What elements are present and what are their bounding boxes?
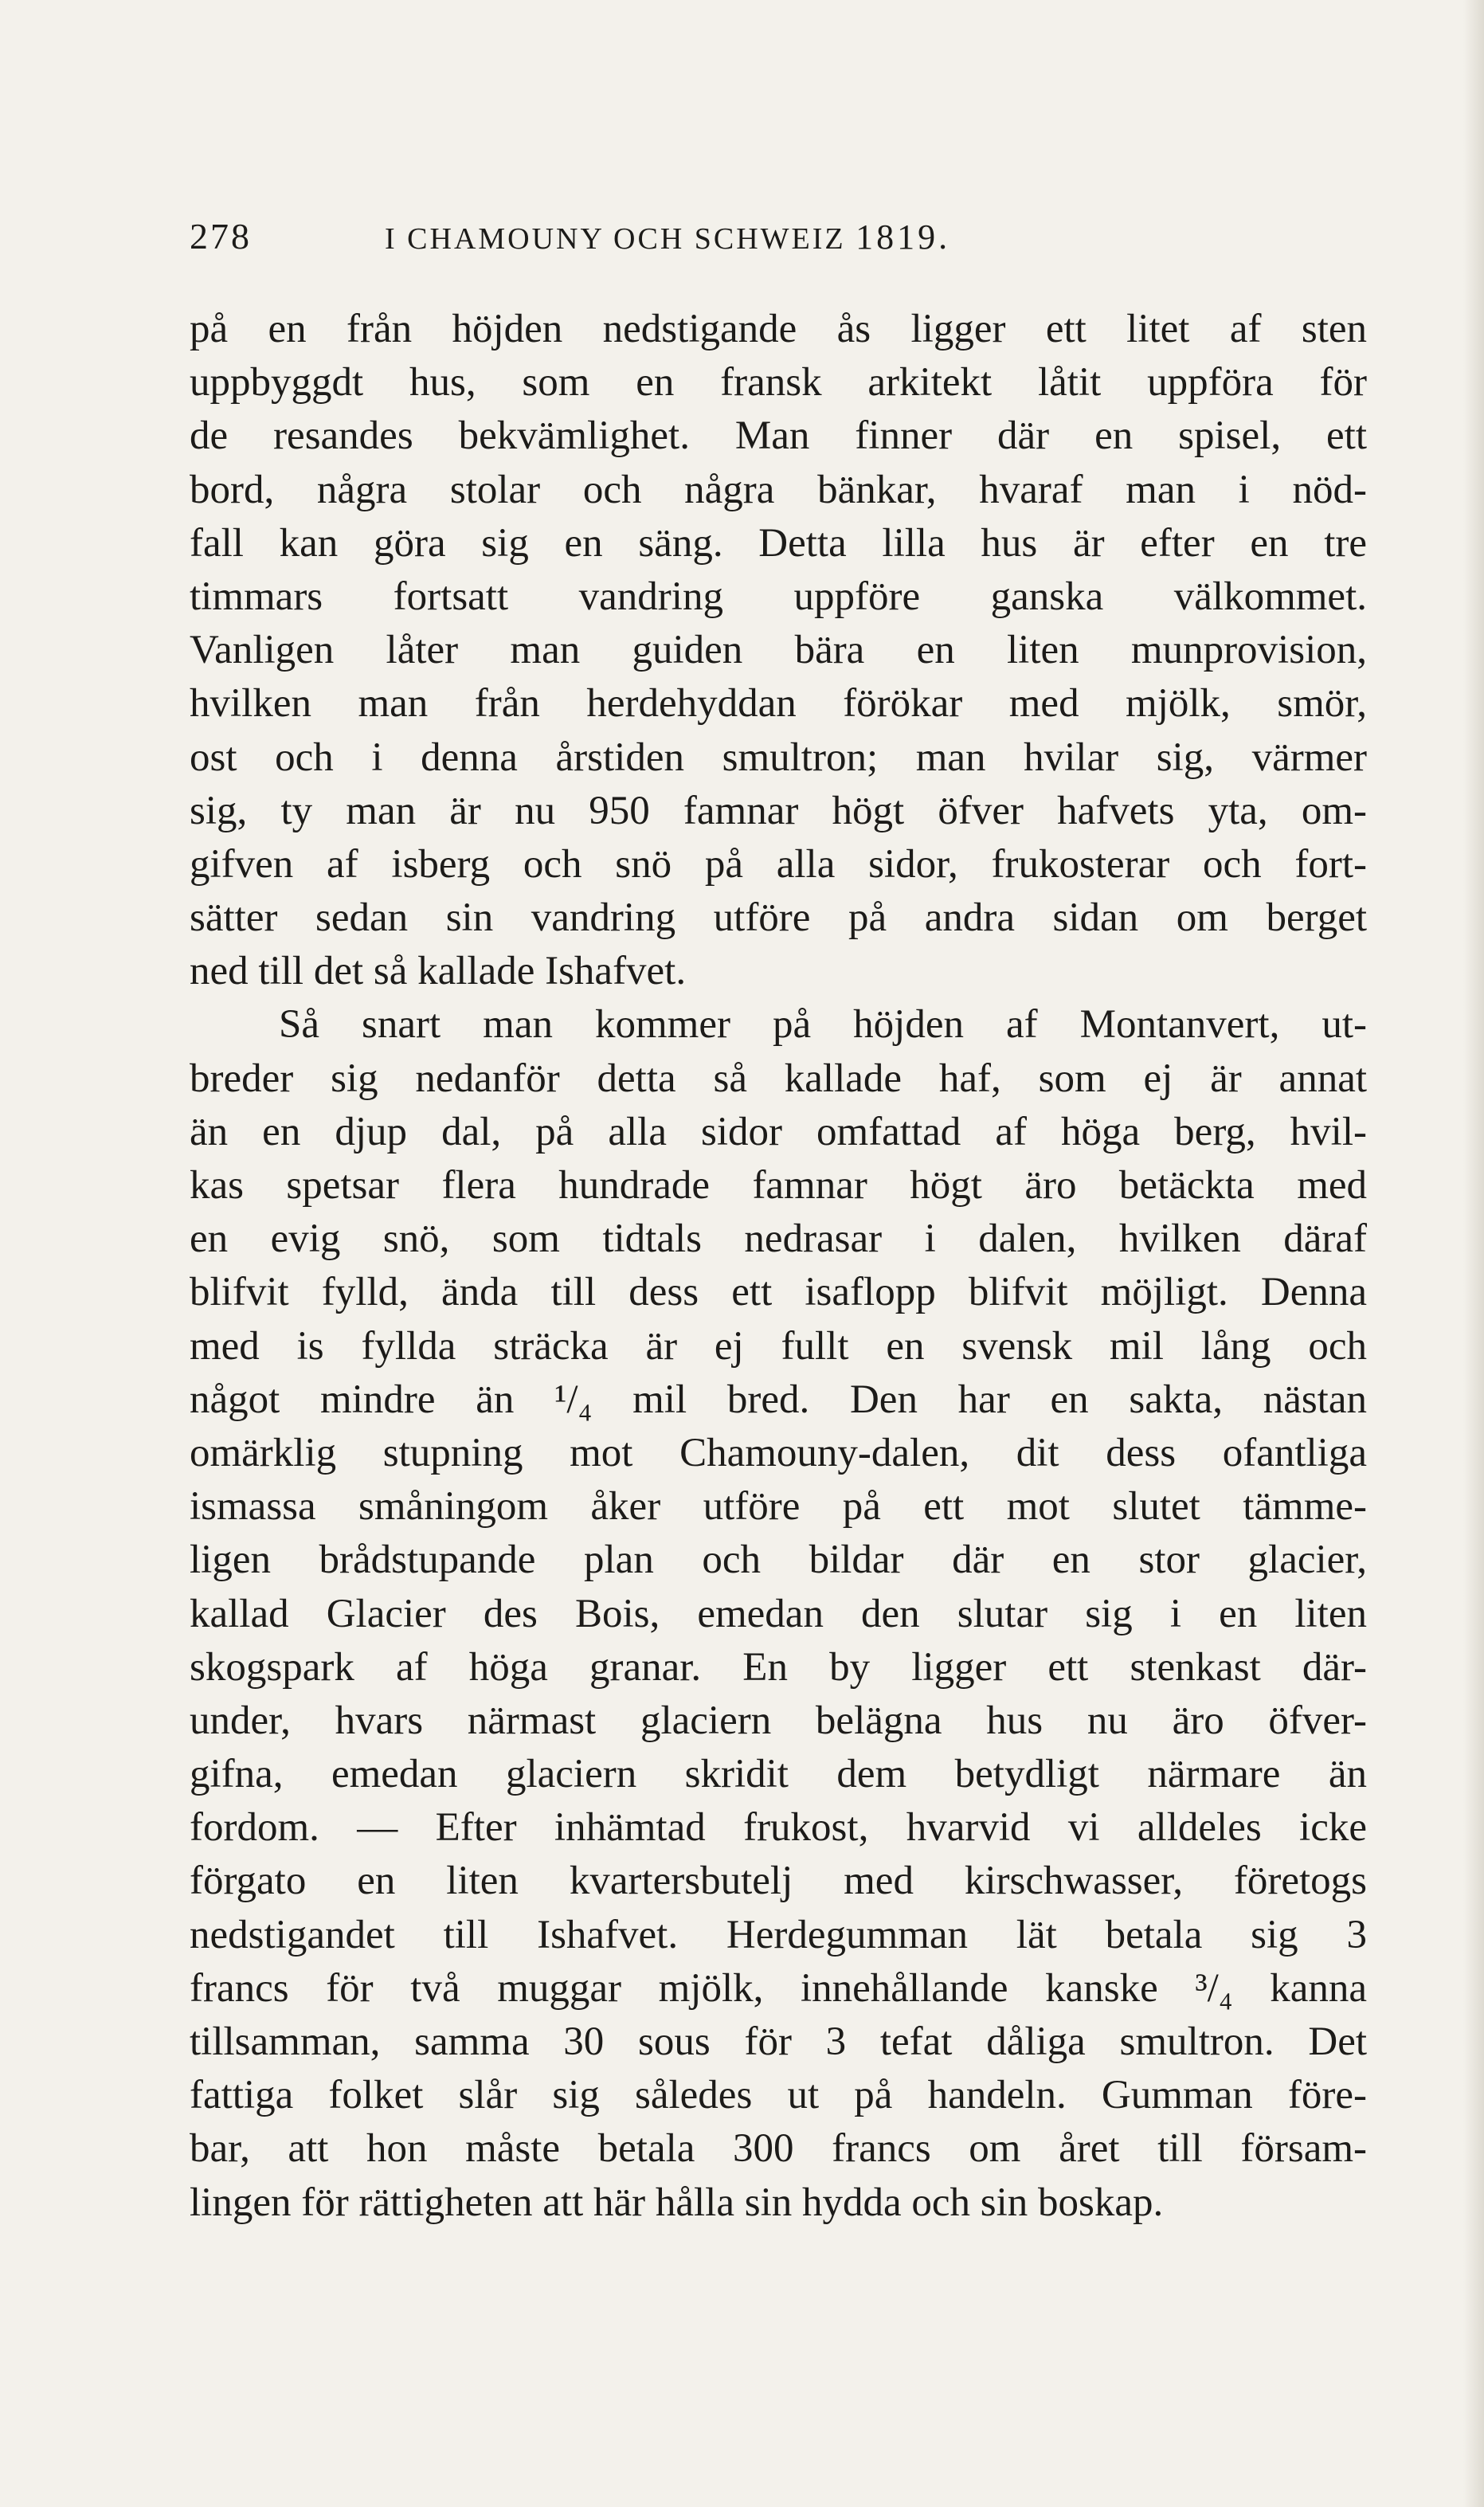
text-line: uppbyggdt hus, som en fransk arkitekt låtit uppföra för: [190, 360, 1367, 405]
running-title-year: 1819.: [856, 217, 951, 257]
text-line: blifvit fylld, ända till dess ett isaflopp blifvit möjligt. Denna: [190, 1270, 1367, 1315]
paragraph-end-line: ned till det så kallade Ishafvet.: [190, 949, 687, 994]
body-text: [190, 303, 1367, 2230]
text-line: gifna, emedan glaciern skridit dem betydligt närmare än: [190, 1752, 1367, 1797]
text-line: francs för två muggar mjölk, innehållande kanske ³/₄ kanna: [190, 1965, 1367, 2011]
page-edge-shadow: [1463, 0, 1484, 2507]
text-line: gifven af isberg och snö på alla sidor, frukosterar och fort-: [190, 841, 1367, 887]
text-line: bar, att hon måste betala 300 francs om året till försam-: [190, 2126, 1367, 2172]
text-line: på en från höjden nedstigande ås ligger ett litet af sten: [190, 307, 1367, 351]
text-line: än en djup dal, på alla sidor omfattad af höga berg, hvil-: [190, 1109, 1367, 1154]
text-line: Vanligen låter man guiden bära en liten munprovision,: [190, 628, 1367, 673]
text-line: nedstigandet till Ishafvet. Herdegumman lät betala sig 3: [190, 1912, 1367, 1957]
text-line: förgato en liten kvartersbutelj med kirschwasser, företogs: [190, 1859, 1367, 1904]
text-line: fattiga folket slår sig således ut på handeln. Gumman före-: [190, 2073, 1367, 2118]
paragraph-start-line: Så snart man kommer på höjden af Montanvert, ut-: [279, 1002, 1367, 1048]
running-title-text: I CHAMOUNY OCH SCHWEIZ: [385, 222, 846, 256]
text-line: omärklig stupning mot Chamouny-dalen, dit dess ofantliga: [190, 1430, 1367, 1475]
text-line: kas spetsar flera hundrade famnar högt äro betäckta med: [190, 1163, 1367, 1208]
text-line: kallad Glacier des Bois, emedan den slutar sig i en liten: [190, 1591, 1367, 1636]
text-line: bord, några stolar och några bänkar, hvaraf man i nöd-: [190, 467, 1367, 512]
text-line: under, hvars närmast glaciern belägna hus nu äro öfver-: [190, 1698, 1367, 1743]
running-title: [385, 217, 1107, 257]
text-line: sig, ty man är nu 950 famnar högt öfver hafvets yta, om-: [190, 788, 1367, 833]
text-line: ost och i denna årstiden smultron; man hvilar sig, värmer: [190, 734, 1367, 780]
running-head: [190, 215, 1107, 271]
text-line: timmars fortsatt vandring uppföre ganska välkommet.: [190, 574, 1367, 619]
page-number: 278: [190, 216, 252, 257]
text-line: en evig snö, som tidtals nedrasar i dalen, hvilken däraf: [190, 1216, 1367, 1262]
text-line: tillsamman, samma 30 sous för 3 tefat dåliga smultron. Det: [190, 2019, 1367, 2064]
paragraph-end-line: lingen för rättigheten att här hålla sin hydda och sin boskap.: [190, 2180, 1164, 2225]
text-line: hvilken man från herdehyddan förökar med mjölk, smör,: [190, 681, 1367, 727]
text-line: ligen brådstupande plan och bildar där en stor glacier,: [190, 1537, 1367, 1583]
text-line: med is fyllda sträcka är ej fullt en svensk mil lång och: [190, 1323, 1367, 1369]
text-line: fordom. — Efter inhämtad frukost, hvarvid vi alldeles icke: [190, 1805, 1367, 1851]
text-line: ismassa småningom åker utföre på ett mot slutet tämme-: [190, 1484, 1367, 1530]
text-line: fall kan göra sig en säng. Detta lilla hus är efter en tre: [190, 520, 1367, 566]
text-line: de resandes bekvämlighet. Man finner där en spisel, ett: [190, 413, 1367, 459]
text-line: sätter sedan sin vandring utföre på andra sidan om berget: [190, 895, 1367, 941]
text-line: breder sig nedanför detta så kallade haf, som ej är annat: [190, 1056, 1367, 1101]
text-line: något mindre än ¹/₄ mil bred. Den har en sakta, nästan: [190, 1377, 1367, 1422]
text-line: skogspark af höga granar. En by ligger ett stenkast där-: [190, 1644, 1367, 1690]
